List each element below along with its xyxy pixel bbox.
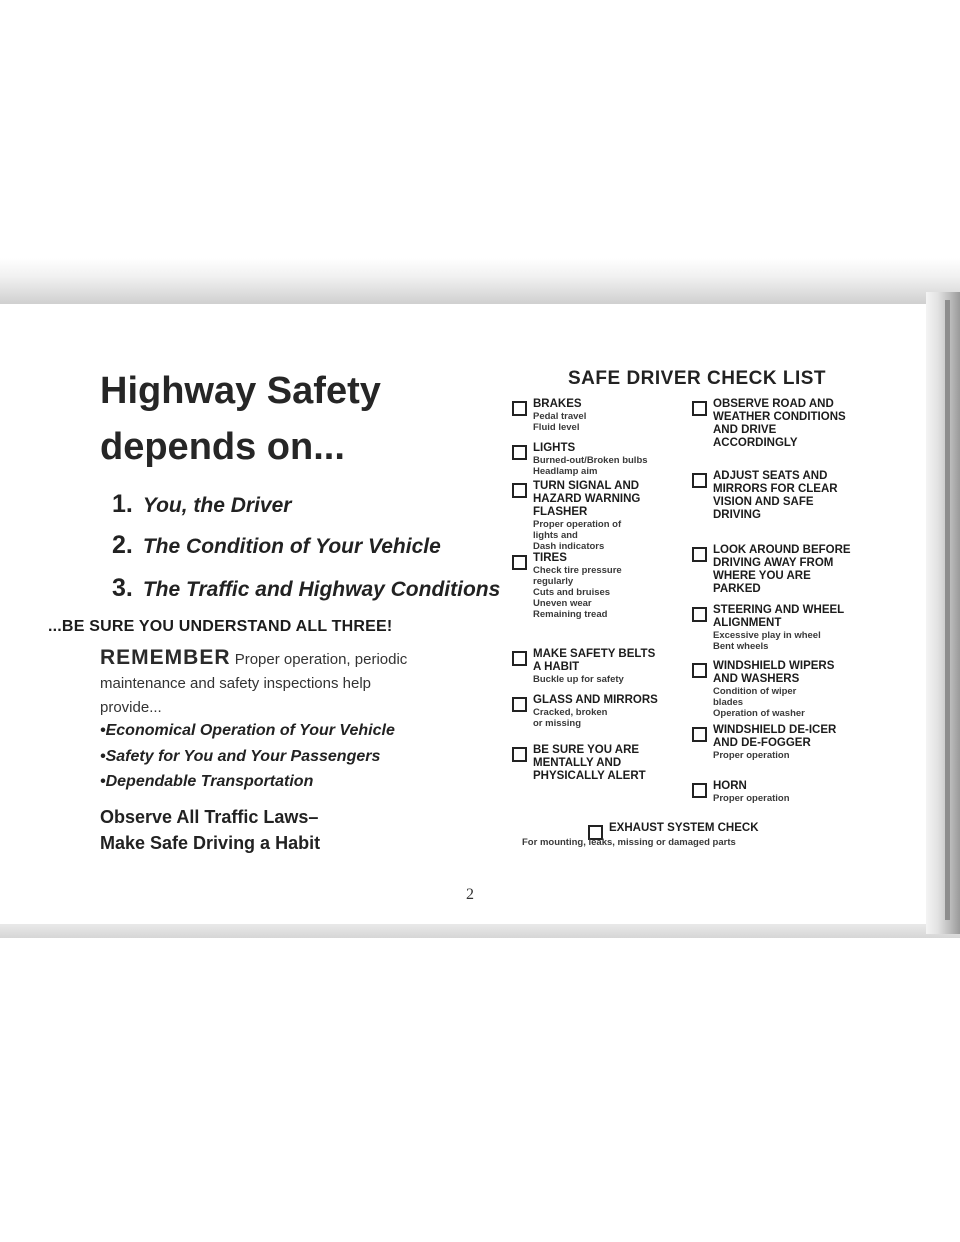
remember-lead: REMEMBER [100,646,231,669]
checklist-item-detail: Excessive play in wheel [713,630,821,641]
checklist-item-right-6 [692,724,836,761]
checklist-item-heading: ALIGNMENT [713,617,782,629]
checklist-item-heading: MENTALLY AND [533,757,622,769]
benefit-bullet-2: •Safety for You and Your Passengers [100,748,381,765]
checklist-item-left-5 [512,648,655,685]
factor-text: The Traffic and Highway Conditions [142,578,501,601]
checklist-item-heading: OBSERVE ROAD AND [713,398,834,410]
checklist-item-heading: A HABIT [533,661,580,673]
checklist-item-heading: VISION AND SAFE [713,496,814,508]
checklist-item-detail: Proper operation [713,750,790,761]
checklist-item-right-3 [692,544,851,596]
checklist-item-detail: Operation of washer [713,708,805,719]
checklist-item-heading: WINDSHIELD WIPERS [713,660,835,672]
factor-number: 2. [112,531,133,559]
factor-item-3 [112,574,500,603]
remember-paragraph [100,646,430,720]
checklist-item-heading: STEERING AND WHEEL [713,604,845,616]
checkbox-icon[interactable] [512,555,527,570]
checklist-item-right-5 [692,660,834,719]
observe-line-1: Observe All Traffic Laws– [100,807,319,827]
checklist-item-detail: blades [713,697,744,708]
checklist-item-left-3 [512,480,640,552]
observe-laws-note [100,804,320,856]
checklist-item-heading: ACCORDINGLY [713,437,798,449]
remember-body: Proper operation, periodic maintenance and safety inspections help provide... [100,651,408,716]
checklist-item-heading: LOOK AROUND BEFORE [713,544,851,556]
checklist-item-heading: WEATHER CONDITIONS [713,411,846,423]
checklist-item-heading: PARKED [713,583,761,595]
factor-item-1 [112,490,291,519]
checklist-item-detail: Cuts and bruises [533,587,611,598]
checklist-item-heading: DRIVING [713,509,761,521]
checklist-item-heading: PHYSICALLY ALERT [533,770,646,782]
checklist-item-detail: Fluid level [533,422,580,433]
checklist-item-heading: TURN SIGNAL AND [533,480,640,492]
checklist-item-heading: BRAKES [533,398,582,410]
heading-line-1: Highway Safety [100,370,381,412]
factor-text: You, the Driver [142,494,292,517]
checklist-item-heading: MIRRORS FOR CLEAR [713,483,838,495]
heading-line-2: depends on... [100,426,345,468]
observe-line-2: Make Safe Driving a Habit [100,833,321,853]
checkbox-icon[interactable] [692,401,707,416]
checklist-item-detail: Remaining tread [533,609,608,620]
checkbox-icon[interactable] [512,697,527,712]
checklist-item-heading: HORN [713,780,747,792]
checklist-item-left-6 [512,694,658,729]
page-gutter-edge [945,300,950,920]
benefit-bullet-3: •Dependable Transportation [100,773,314,790]
checklist-item-heading: WHERE YOU ARE [713,570,811,582]
checklist-item-heading: HAZARD WARNING [533,493,641,505]
checklist-item-right-4 [692,604,844,652]
factor-number: 1. [112,490,133,518]
checklist-item-left-1 [512,398,586,433]
page-gutter [926,292,960,934]
checklist-item-heading: MAKE SAFETY BELTS [533,648,656,660]
checklist-item-heading: DRIVING AWAY FROM [713,557,834,569]
checklist-item-detail: regularly [533,576,574,587]
checklist-item-detail: Burned-out/Broken bulbs [533,455,648,466]
checklist-item-detail: Bent wheels [713,641,769,652]
checkbox-icon[interactable] [692,547,707,562]
page-top-shadow [0,258,960,304]
checkbox-icon[interactable] [692,663,707,678]
checklist-item-detail: lights and [533,530,578,541]
checkbox-icon[interactable] [512,401,527,416]
checklist-title: SAFE DRIVER CHECK LIST [568,368,827,389]
checklist-item-heading: TIRES [533,552,567,564]
checklist-item-detail: Check tire pressure [533,565,622,576]
page-number: 2 [466,886,474,903]
checklist-item-heading: LIGHTS [533,442,576,454]
benefit-bullet-1: •Economical Operation of Your Vehicle [100,722,395,739]
checklist-item-right-2 [692,470,838,522]
checkbox-icon[interactable] [512,483,527,498]
checklist-item-heading: BE SURE YOU ARE [533,744,640,756]
checklist-item-heading: AND WASHERS [713,673,800,685]
checklist-item-left-4 [512,552,622,620]
checklist-item-detail: Buckle up for safety [533,674,624,685]
checklist-item-detail: For mounting, leaks, missing or damaged parts [522,837,736,848]
checkbox-icon[interactable] [512,445,527,460]
checklist-item-heading: EXHAUST SYSTEM CHECK [609,822,759,834]
checkbox-icon[interactable] [512,651,527,666]
checklist-item-detail: Proper operation of [533,519,622,530]
be-sure-statement: ...BE SURE YOU UNDERSTAND ALL THREE! [48,618,393,635]
checklist-item-heading: GLASS AND MIRRORS [533,694,658,706]
checklist-item-exhaust [588,822,759,835]
checkbox-icon[interactable] [692,783,707,798]
checklist-item-detail: Condition of wiper [713,686,797,697]
checklist-item-right-1 [692,398,846,450]
checklist-item-detail: Pedal travel [533,411,587,422]
checklist-item-detail: or missing [533,718,582,729]
checklist-item-heading: ADJUST SEATS AND [713,470,828,482]
checklist-item-left-2 [512,442,648,477]
checklist-item-detail: Cracked, broken [533,707,608,718]
factor-item-2 [112,531,441,560]
checklist-item-detail: Proper operation [713,793,790,804]
checkbox-icon[interactable] [512,747,527,762]
checklist-item-heading: WINDSHIELD DE-ICER [713,724,837,736]
factor-number: 3. [112,574,133,602]
checklist-item-heading: AND DRIVE [713,424,777,436]
checklist-item-detail: Dash indicators [533,541,605,552]
checklist-item-left-7 [512,744,646,783]
checklist-item-detail: Headlamp aim [533,466,598,477]
checkbox-icon[interactable] [692,473,707,488]
checkbox-icon[interactable] [692,727,707,742]
page-bottom-shadow [0,924,960,938]
factor-text: The Condition of Your Vehicle [142,535,441,558]
checklist-item-detail: Uneven wear [533,598,592,609]
checklist-item-heading: AND DE-FOGGER [713,737,811,749]
checklist-item-right-7 [692,780,790,804]
checklist-item-heading: FLASHER [533,506,588,518]
checkbox-icon[interactable] [692,607,707,622]
